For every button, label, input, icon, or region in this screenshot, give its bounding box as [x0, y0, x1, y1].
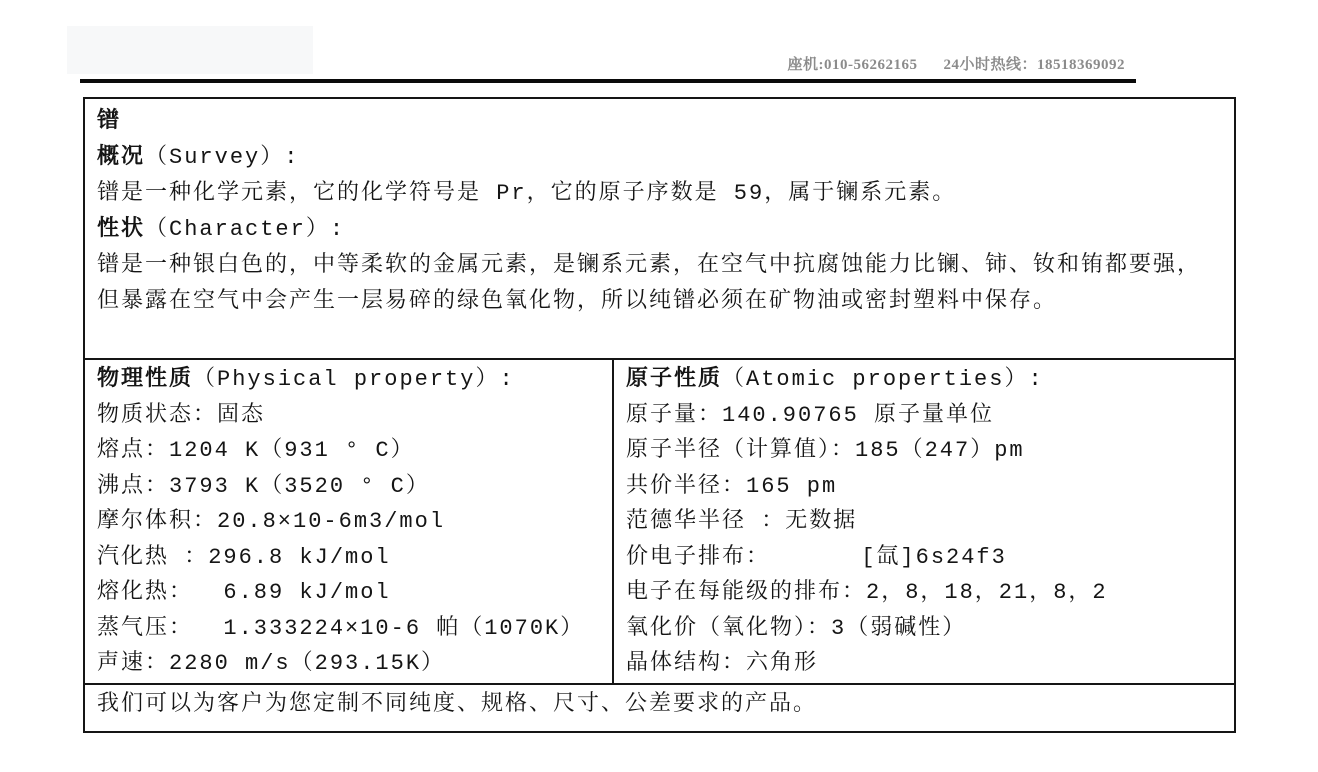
- atomic-row: 范德华半径 ：无数据: [626, 509, 858, 534]
- character-label-cn: 性状: [97, 217, 146, 242]
- physical-header-en: （Physical property）:: [193, 367, 515, 392]
- physical-row: 物质状态：固态: [97, 402, 266, 428]
- properties-row: [85, 360, 1234, 685]
- atomic-row: 晶体结构：六角形: [626, 651, 819, 676]
- survey-label-cn: 概况: [97, 145, 146, 170]
- header-divider: [80, 79, 1136, 83]
- character-heading: [97, 212, 1220, 248]
- physical-row: 摩尔体积：20.8×10-6m3/mol: [97, 509, 446, 534]
- atomic-header: [626, 362, 1224, 398]
- physical-row: 汽化热 ：296.8 kJ/mol: [97, 544, 391, 570]
- character-label-en: （Character）:: [145, 217, 346, 242]
- physical-row: 声速：2280 m/s（293.15K）: [97, 651, 446, 676]
- header-contact: [787, 53, 1125, 74]
- atomic-row: 电子在每能级的排布：2，8，18，21，8，2: [626, 580, 1108, 605]
- physical-properties-cell: [85, 360, 614, 683]
- survey-heading: [97, 140, 1220, 176]
- atomic-row: 原子量：140.90765 原子量单位: [626, 402, 995, 428]
- physical-row: 沸点：3793 K（3520 ° C）: [97, 473, 430, 499]
- atomic-row: 价电子排布： [氙]6s24f3: [626, 544, 1007, 570]
- intro-section: [85, 99, 1234, 360]
- page-title: 镨: [97, 109, 122, 134]
- atomic-header-en: （Atomic properties）:: [722, 367, 1044, 392]
- character-text: 镨是一种银白色的，中等柔软的金属元素，是镧系元素，在空气中抗腐蚀能力比镧、铈、钕和铕都要强，但暴露在空气中会产生一层易碎的绿色氧化物，所以纯镨必须在矿物油或密封塑料中保存。: [97, 253, 1202, 314]
- atomic-row: 共价半径：165 pm: [626, 473, 838, 499]
- survey-label-en: （Survey）:: [145, 145, 300, 170]
- logo-ghost: [67, 26, 313, 74]
- customization-note: 我们可以为客户为您定制不同纯度、规格、尺寸、公差要求的产品。: [97, 692, 818, 717]
- survey-text: 镨是一种化学元素，它的化学符号是 Pr，它的原子序数是 59，属于镧系元素。: [97, 181, 957, 206]
- landline-number: 座机:010-56262165: [787, 57, 918, 73]
- atomic-row: 氧化价（氧化物）：3（弱碱性）: [626, 615, 967, 641]
- physical-row: 蒸气压： 1.333224×10-6 帕（1070K）: [97, 615, 585, 641]
- atomic-properties-cell: [614, 360, 1234, 683]
- element-info-table: [83, 97, 1236, 733]
- physical-row: 熔化热： 6.89 kJ/mol: [97, 580, 391, 605]
- atomic-row: 原子半径（计算值）：185（247）pm: [626, 438, 1025, 463]
- physical-row: 熔点：1204 K（931 ° C）: [97, 438, 415, 463]
- physical-header: [97, 362, 602, 398]
- physical-header-cn: 物理性质: [97, 367, 194, 392]
- atomic-header-cn: 原子性质: [626, 367, 723, 392]
- hotline-number: 24小时热线：18518369092: [943, 57, 1125, 73]
